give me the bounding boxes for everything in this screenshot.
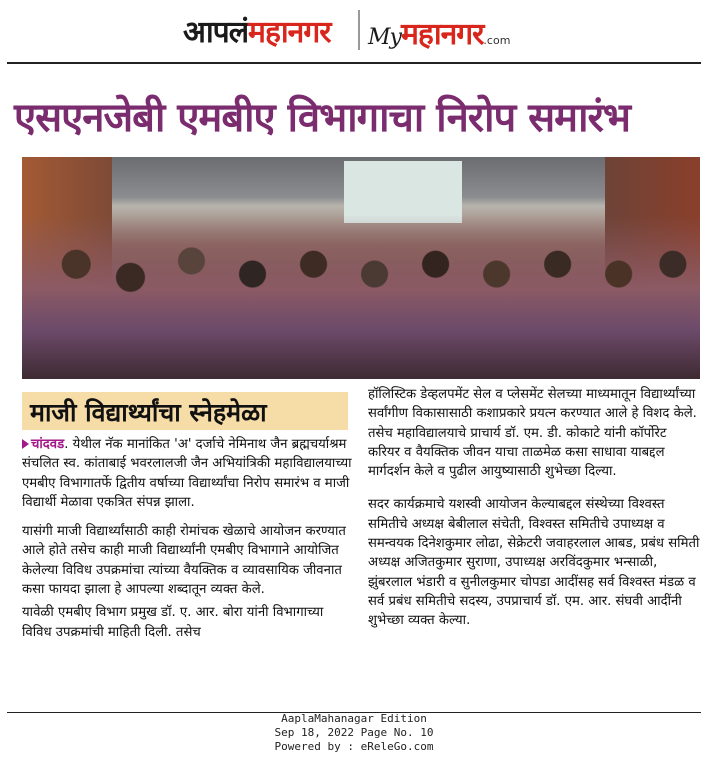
logo1-part1: आपलं: [183, 15, 249, 50]
logo2-suffix: .com: [483, 34, 511, 47]
paragraph-4: हॉलिस्टिक डेव्हलपमेंट सेल व प्लेसमेंट सेलच्या माध्यमातून विद्यार्थ्यांच्या सर्वांगीण विकासासाठी कशाप्रकारे प्रयत्न करण्यात आले हे विशद केले. तसेच महाविद्यालयाचे प्राचार्य डॉ. एम. डी. कोकाटे यांनी कॉर्पोरेट करियर व वैयक्तिक जीवन याचा ताळमेळ कसा साधावा याबद्दल मार्गदर्शन केले व पुढील आयुष्यासाठी शुभेच्छा दिल्या.: [368, 387, 697, 480]
logo2-my: My: [368, 25, 401, 50]
photo-crowd: [22, 215, 700, 379]
subheadline-text: माजी विद्यार्थ्यांचा स्नेहमेळा: [30, 398, 267, 427]
paragraph-2: यासंगी माजी विद्यार्थ्यांसाठी काही रोमांचक खेळाचे आयोजन करण्यात आले होते तसेच काही माजी विद्यार्थ्यांनी एमबीए विभागाने आयोजित केलेल्या विविध उपक्रमांचा त्यांच्या वैयक्तिक व व्यावसायिक जीवनात कसा फायदा झाला हे आपल्या शब्दातून व्यक्त केले.: [22, 524, 346, 598]
footer-edition: AaplaMahanagar Edition: [281, 712, 427, 725]
paragraph-1: [22, 435, 352, 512]
article-column-2: [368, 385, 700, 631]
dateline-arrow-icon: [22, 439, 29, 449]
aapla-mahanagar-logo[interactable]: [183, 10, 331, 51]
article-subheadline: [22, 392, 348, 430]
paragraph-1-text: . येथील नॅक मानांकित 'अ' दर्जाचे नेमिनाथ जैन ब्रह्मचर्याश्रम संचलित स्व. कांताबाई भवरलालजी जैन अभियांत्रिकी महाविद्यालयाच्या एमबीए विभागातर्फे द्वितीय वर्षाच्या विद्यार्थ्यांचा निरोप समारंभ व माजी विद्यार्थी मेळावा एकत्रित संपन्न झाला.: [22, 437, 352, 510]
paragraph-3: यावेळी एमबीए विभाग प्रमुख डॉ. ए. आर. बोरा यांनी विभागाच्या विविध उपक्रमांची माहिती दिली. तसेच: [22, 605, 324, 640]
article-headline: एसएनजेबी एमबीए विभागाचा निरोप समारंभ: [14, 95, 630, 141]
my-mahanagar-logo[interactable]: [368, 12, 510, 53]
edition-footer: [0, 712, 708, 754]
photo-projection-screen: [344, 161, 462, 223]
article-column-1: [22, 435, 352, 642]
footer-powered-by[interactable]: Powered by : eReleGo.com: [274, 740, 434, 753]
dateline: चांदवड: [31, 437, 65, 452]
paragraph-5: सदर कार्यक्रमाचे यशस्वी आयोजन केल्याबद्दल संस्थेच्या विश्वस्त समितीचे अध्यक्ष बेबीलाल संचेती, विश्वस्त समितीचे उपाध्यक्ष व समन्वयक दिनेशकुमार लोढा, सेक्रेटरी जवाहरलाल आबड, प्रबंध समिती अध्यक्ष अजितकुमार सुराणा, उपाध्यक्ष अरविंदकुमार भन्साळी, झुंबरलाल भंडारी व सुनीलकुमार चोपडा आदींसह सर्व विश्वस्त मंडळ व सर्व प्रबंध समितीचे सदस्य, उपप्राचार्य डॉ. एम. आर. संघवी आदींनी शुभेच्छा व्यक्त केल्या.: [368, 497, 700, 629]
logo1-part2: महानगर: [248, 15, 331, 50]
footer-date-page: Sep 18, 2022 Page No. 10: [274, 726, 434, 739]
masthead: [0, 0, 708, 62]
logo2-main: महानगर: [400, 17, 484, 52]
group-photo-image: [22, 157, 700, 379]
logo-divider: [358, 10, 360, 50]
